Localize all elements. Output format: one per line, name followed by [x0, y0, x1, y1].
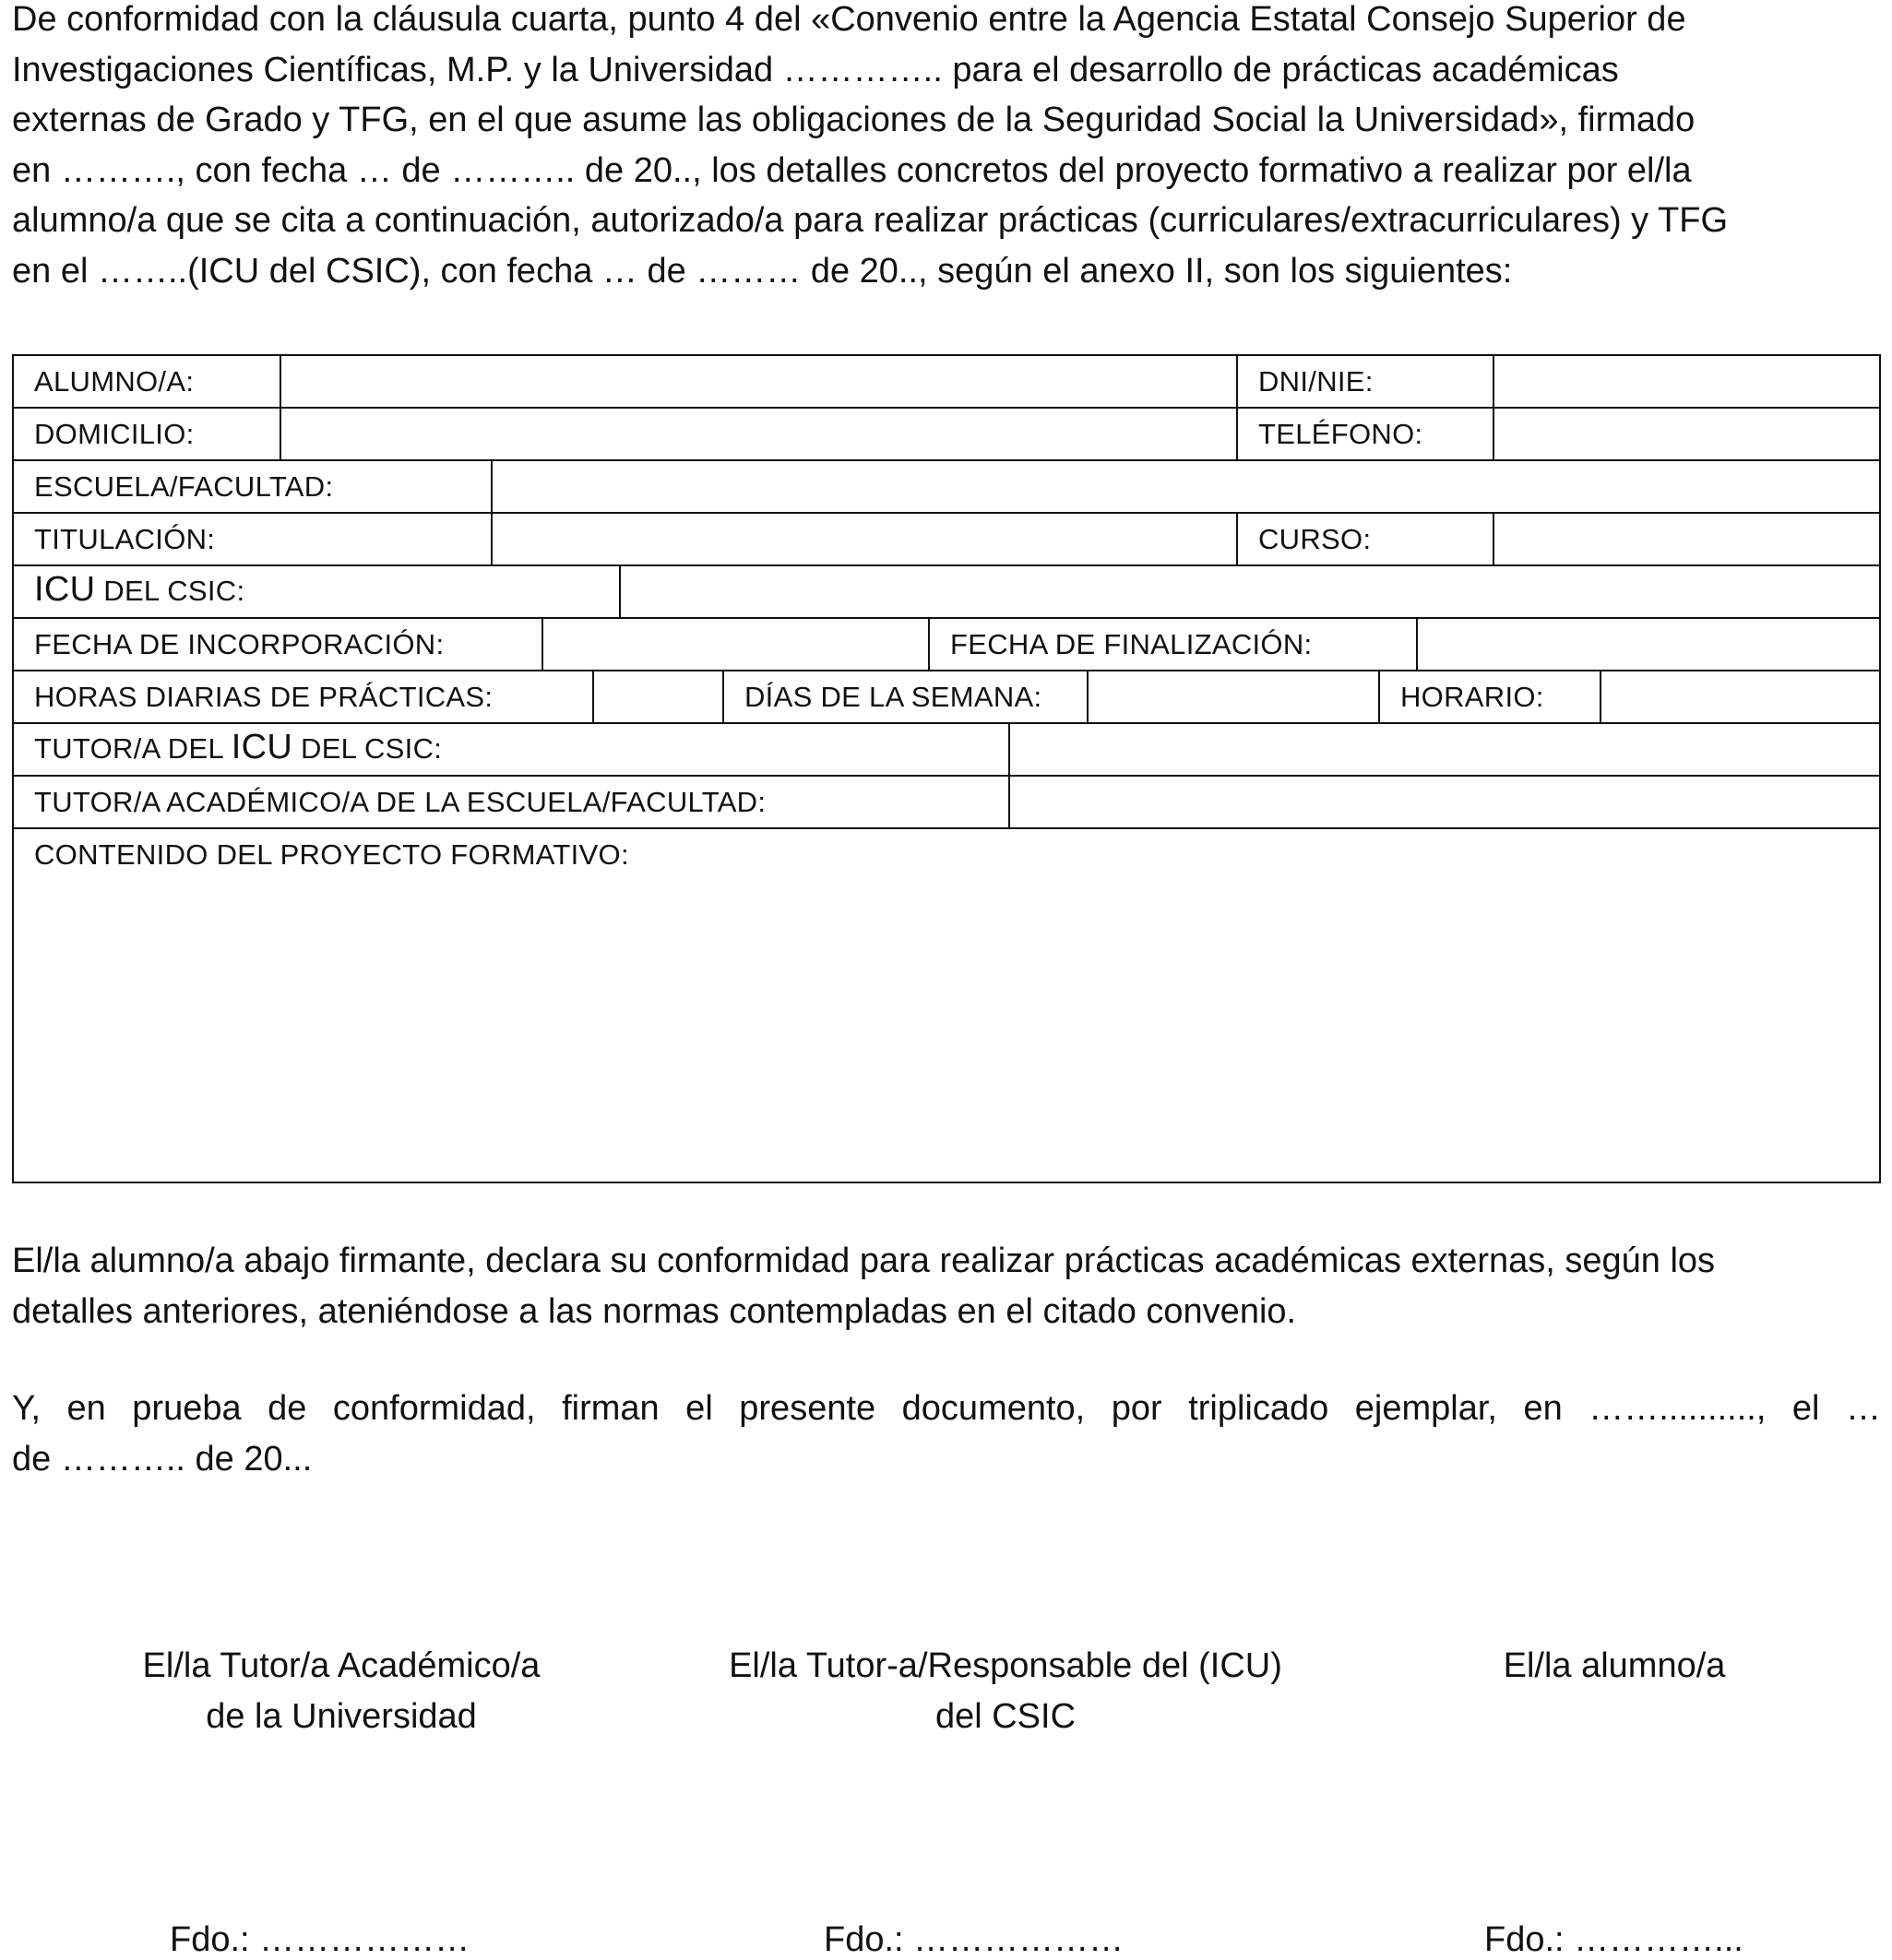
curso-field[interactable]: [1493, 514, 1879, 564]
contenido-label: CONTENIDO DEL PROYECTO FORMATIVO:: [34, 838, 629, 871]
icu-label-big: ICU: [34, 570, 96, 609]
icu-label-cell: [14, 566, 619, 617]
dni-field[interactable]: [1493, 356, 1879, 407]
icu-label: [34, 570, 244, 610]
titulacion-label: TITULACIÓN:: [34, 523, 216, 555]
tutor-icu-label-a: TUTOR/A DEL: [34, 732, 232, 765]
training-project-form: [12, 354, 1881, 1183]
form-row-escuela: [14, 461, 1879, 514]
domicilio-label: DOMICILIO:: [34, 418, 195, 450]
signature-title-line: El/la Tutor/a Académico/a: [142, 1646, 541, 1685]
telefono-label-cell: [1236, 409, 1493, 459]
signature-alumno: [1439, 1641, 1790, 1692]
fecha-fin-field[interactable]: [1416, 619, 1879, 670]
tutor-acad-label-cell: [14, 777, 1008, 827]
curso-label-cell: [1236, 514, 1493, 564]
declaration-line: detalles anteriores, ateniéndose a las normas contempladas en el citado convenio.: [12, 1291, 1297, 1331]
form-row-tutor-icu: [14, 724, 1879, 777]
horario-field[interactable]: [1600, 671, 1879, 722]
signature-fdo-tutor-csic[interactable]: Fdo.: ………………: [824, 1920, 1124, 1959]
intro-line: en ………., con fecha … de ……….. de 20.., los detalles concretos del proyecto formativo a realizar por el/la: [12, 150, 1692, 190]
alumno-field[interactable]: [280, 356, 1236, 407]
horas-label: HORAS DIARIAS DE PRÁCTICAS:: [34, 681, 494, 713]
intro-line: De conformidad con la cláusula cuarta, punto 4 del «Convenio entre la Agencia Estatal Consejo Superior de: [12, 0, 1686, 39]
signature-title-line: El/la alumno/a: [1503, 1646, 1726, 1685]
domicilio-field[interactable]: [280, 409, 1236, 459]
domicilio-label-cell: [14, 409, 280, 459]
intro-paragraph: [12, 0, 1881, 296]
signature-tutor-academico: [92, 1641, 590, 1742]
escuela-label: ESCUELA/FACULTAD:: [34, 470, 334, 503]
dni-label-cell: [1236, 356, 1493, 407]
fecha-inc-field[interactable]: [541, 619, 928, 670]
alumno-label: ALUMNO/A:: [34, 365, 195, 398]
escuela-label-cell: [14, 461, 491, 512]
signature-title-line: del CSIC: [934, 1697, 1077, 1736]
form-row-horas: [14, 671, 1879, 724]
signature-tutor-csic: [683, 1641, 1328, 1742]
form-row-tutor-academico: [14, 777, 1879, 829]
titulacion-label-cell: [14, 514, 491, 564]
escuela-field[interactable]: [491, 461, 1879, 512]
signature-fdo-tutor-academico[interactable]: Fdo.: ………………: [170, 1920, 470, 1959]
fecha-fin-label-cell: [928, 619, 1416, 670]
dias-label-cell: [722, 671, 1087, 722]
signature-title-line: El/la Tutor-a/Responsable del (ICU): [729, 1646, 1282, 1685]
tutor-acad-field[interactable]: [1008, 777, 1879, 827]
tutor-icu-label-b: DEL CSIC:: [292, 732, 443, 765]
form-row-fechas: [14, 619, 1879, 671]
horario-label: HORARIO:: [1400, 681, 1544, 713]
tutor-icu-field[interactable]: [1008, 724, 1879, 775]
declaration-paragraph: [12, 1236, 1881, 1336]
titulacion-field[interactable]: [491, 514, 1236, 564]
proof-line-2: de ……….. de 20...: [12, 1440, 313, 1479]
fecha-inc-label: FECHA DE INCORPORACIÓN:: [34, 628, 445, 660]
signature-fdo-alumno[interactable]: Fdo.: …………...: [1484, 1920, 1743, 1959]
alumno-label-cell: [14, 356, 280, 407]
icu-field[interactable]: [619, 566, 1879, 617]
horas-field[interactable]: [592, 671, 722, 722]
tutor-icu-label: [34, 728, 442, 767]
form-row-domicilio: [14, 409, 1879, 461]
tutor-acad-label: TUTOR/A ACADÉMICO/A DE LA ESCUELA/FACULTAD:: [34, 786, 767, 818]
proof-line-1: Y, en prueba de conformidad, firman el presente documento, por triplicado ejemplar, en …….........., el …: [12, 1389, 1881, 1428]
declaration-line: El/la alumno/a abajo firmante, declara su conformidad para realizar prácticas académicas externas, según los: [12, 1241, 1716, 1280]
fecha-fin-label: FECHA DE FINALIZACIÓN:: [950, 628, 1313, 660]
intro-line: alumno/a que se cita a continuación, autorizado/a para realizar prácticas (curriculares/extracurriculares) y TFG: [12, 201, 1729, 240]
intro-line: Investigaciones Científicas, M.P. y la Universidad ………….. para el desarrollo de prácticas académicas: [12, 50, 1619, 89]
horas-label-cell: [14, 671, 592, 722]
dias-label: DÍAS DE LA SEMANA:: [744, 681, 1042, 713]
icu-label-rest: DEL CSIC:: [95, 575, 245, 607]
signature-title-line: de la Universidad: [206, 1697, 477, 1736]
horario-label-cell: [1378, 671, 1600, 722]
curso-label: CURSO:: [1258, 523, 1372, 555]
contenido-field[interactable]: [14, 829, 1879, 1182]
dias-field[interactable]: [1087, 671, 1378, 722]
telefono-field[interactable]: [1493, 409, 1879, 459]
form-row-alumno: [14, 356, 1879, 409]
fecha-inc-label-cell: [14, 619, 541, 670]
tutor-icu-label-big: ICU: [231, 728, 293, 766]
intro-line: en el ……..(ICU del CSIC), con fecha … de ……… de 20.., según el anexo II, son los siguientes:: [12, 251, 1513, 291]
intro-line: externas de Grado y TFG, en el que asume las obligaciones de la Seguridad Social la Universidad», firmado: [12, 101, 1696, 139]
tutor-icu-label-cell: [14, 724, 1008, 775]
dni-label: DNI/NIE:: [1258, 365, 1374, 398]
form-row-titulacion: [14, 514, 1879, 566]
telefono-label: TELÉFONO:: [1258, 418, 1423, 450]
form-row-icu: [14, 566, 1879, 619]
